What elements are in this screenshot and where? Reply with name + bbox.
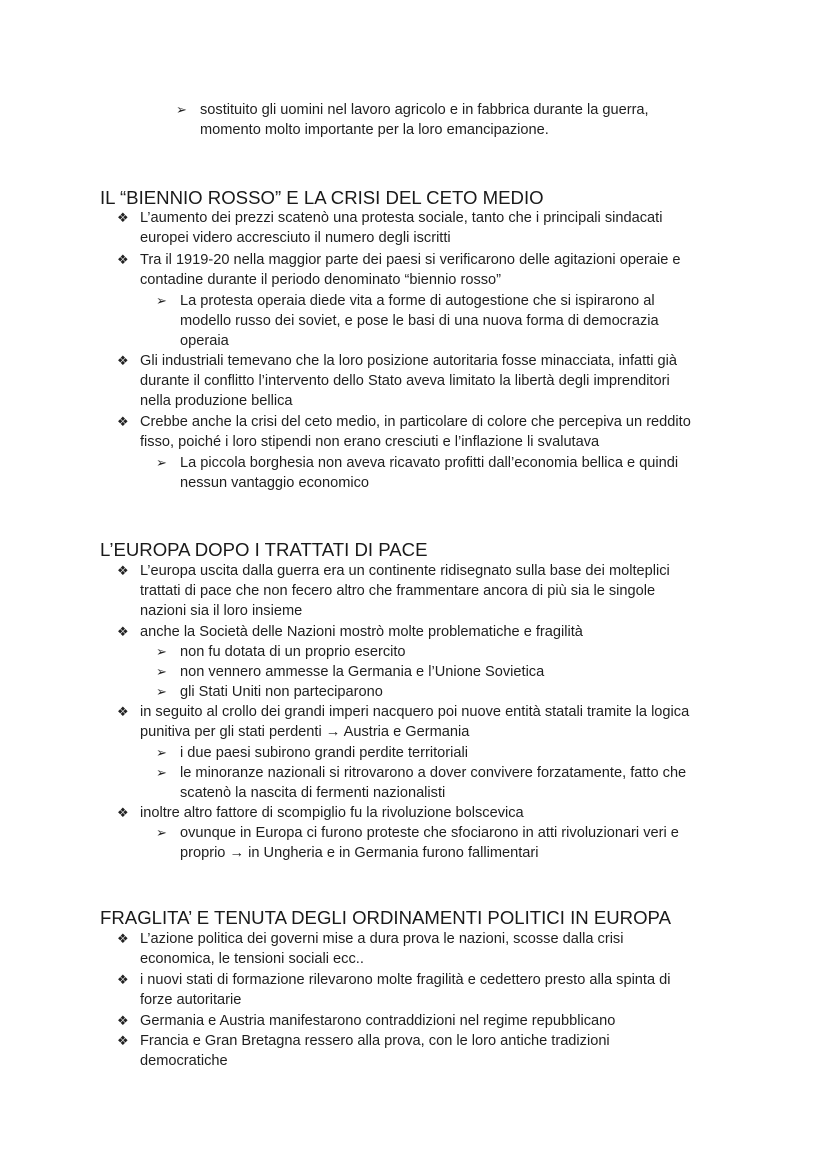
arrow-bullet-icon: ➢ xyxy=(156,293,167,308)
list-item-line: economica, le tensioni sociali ecc.. xyxy=(140,951,364,967)
sub-item-line: ovunque in Europa ci furono proteste che sfociarono in atti rivoluzionari veri e xyxy=(180,825,679,841)
list-item-line: nazioni sia il loro insieme xyxy=(140,603,303,619)
diamond-bullet-icon: ❖ xyxy=(117,414,129,429)
list-item-line: Gli industriali temevano che la loro posizione autoritaria fosse minacciata, infatti già xyxy=(140,353,677,369)
list-item-line: nella produzione bellica xyxy=(140,393,293,409)
section-heading-fragilita-tenuta: FRAGLITA’ E TENUTA DEGLI ORDINAMENTI POLITICI IN EUROPA xyxy=(100,907,671,928)
sub-item-line: le minoranze nazionali si ritrovarono a dover convivere forzatamente, fatto che xyxy=(180,765,687,781)
diamond-bullet-icon: ❖ xyxy=(117,563,129,578)
diamond-bullet-icon: ❖ xyxy=(117,1013,129,1028)
diamond-bullet-icon: ❖ xyxy=(117,353,129,368)
list-item-line: inoltre altro fattore di scompiglio fu la rivoluzione bolscevica xyxy=(140,805,524,821)
arrow-bullet-icon: ➢ xyxy=(156,455,167,470)
list-item-line: Crebbe anche la crisi del ceto medio, in particolare di colore che percepiva un reddito xyxy=(140,414,691,430)
list-item-line: Francia e Gran Bretagna ressero alla prova, con le loro antiche tradizioni xyxy=(140,1033,610,1049)
arrow-bullet-icon: ➢ xyxy=(156,745,167,760)
list-item-line: punitiva per gli stati perdenti → Austria e Germania xyxy=(140,724,470,740)
list-item-line: fisso, poiché i loro stipendi non erano cresciuti e l’inflazione li svalutava xyxy=(140,434,600,450)
sub-item-line: gli Stati Uniti non parteciparono xyxy=(180,684,383,700)
sub-item-line: non vennero ammesse la Germania e l’Unione Sovietica xyxy=(180,664,545,680)
list-item-line: L’aumento dei prezzi scatenò una protesta sociale, tanto che i principali sindacati xyxy=(140,210,663,226)
sub-item-line: i due paesi subirono grandi perdite territoriali xyxy=(180,745,468,761)
diamond-bullet-icon: ❖ xyxy=(117,1033,129,1048)
sub-item-line: proprio → in Ungheria e in Germania furono fallimentari xyxy=(180,845,539,861)
diamond-bullet-icon: ❖ xyxy=(117,210,129,225)
arrow-bullet-icon: ➢ xyxy=(156,664,167,679)
diamond-bullet-icon: ❖ xyxy=(117,252,129,267)
sub-item-line: scatenò la nascita di fermenti nazionalisti xyxy=(180,785,446,801)
arrow-bullet-icon: ➢ xyxy=(156,644,167,659)
list-item-line: contadine durante il periodo denominato “biennio rosso” xyxy=(140,272,502,288)
diamond-bullet-icon: ❖ xyxy=(117,931,129,946)
list-item-line: Germania e Austria manifestarono contraddizioni nel regime repubblicano xyxy=(140,1013,616,1029)
diamond-bullet-icon: ❖ xyxy=(117,704,129,719)
list-item-line: democratiche xyxy=(140,1053,228,1069)
list-item-line: forze autoritarie xyxy=(140,992,242,1008)
diamond-bullet-icon: ❖ xyxy=(117,805,129,820)
section-heading-europa-dopo-trattati: L’EUROPA DOPO I TRATTATI DI PACE xyxy=(100,539,428,560)
arrow-bullet-icon: ➢ xyxy=(156,765,167,780)
sub-item-line: La protesta operaia diede vita a forme di autogestione che si ispirarono al xyxy=(180,293,655,309)
list-item-line: in seguito al crollo dei grandi imperi nacquero poi nuove entità statali tramite la logica xyxy=(140,704,690,720)
arrow-bullet-icon: ➢ xyxy=(176,102,187,117)
list-item-line: anche la Società delle Nazioni mostrò molte problematiche e fragilità xyxy=(140,624,583,640)
sub-item-line: non fu dotata di un proprio esercito xyxy=(180,644,406,660)
intro-line: momento molto importante per la loro emancipazione. xyxy=(200,122,549,138)
list-item-line: durante il conflitto l’intervento dello Stato aveva limitato la libertà degli imprenditori xyxy=(140,373,670,389)
diamond-bullet-icon: ❖ xyxy=(117,624,129,639)
sub-item-line: modello russo dei soviet, e pose le basi di una nuova forma di democrazia xyxy=(180,313,659,329)
intro-line: sostituito gli uomini nel lavoro agricolo e in fabbrica durante la guerra, xyxy=(200,102,649,118)
sub-item-line: nessun vantaggio economico xyxy=(180,475,370,491)
section-heading-biennio-rosso: IL “BIENNIO ROSSO” E LA CRISI DEL CETO MEDIO xyxy=(100,187,544,208)
list-item-line: europei videro accresciuto il numero degli iscritti xyxy=(140,230,451,246)
arrow-bullet-icon: ➢ xyxy=(156,684,167,699)
sub-item-line: operaia xyxy=(180,333,229,349)
list-item-line: i nuovi stati di formazione rilevarono molte fragilità e cedettero presto alla spinta di xyxy=(140,972,671,988)
arrow-bullet-icon: ➢ xyxy=(156,825,167,840)
list-item-line: L’azione politica dei governi mise a dura prova le nazioni, scosse dalla crisi xyxy=(140,931,624,947)
list-item-line: Tra il 1919-20 nella maggior parte dei paesi si verificarono delle agitazioni operaie e xyxy=(140,252,681,268)
diamond-bullet-icon: ❖ xyxy=(117,972,129,987)
list-item-line: L’europa uscita dalla guerra era un continente ridisegnato sulla base dei molteplici xyxy=(140,563,670,579)
list-item-line: trattati di pace che non fecero altro che frammentare ancora di più sia le singole xyxy=(140,583,656,599)
sub-item-line: La piccola borghesia non aveva ricavato profitti dall’economia bellica e quindi xyxy=(180,455,679,471)
